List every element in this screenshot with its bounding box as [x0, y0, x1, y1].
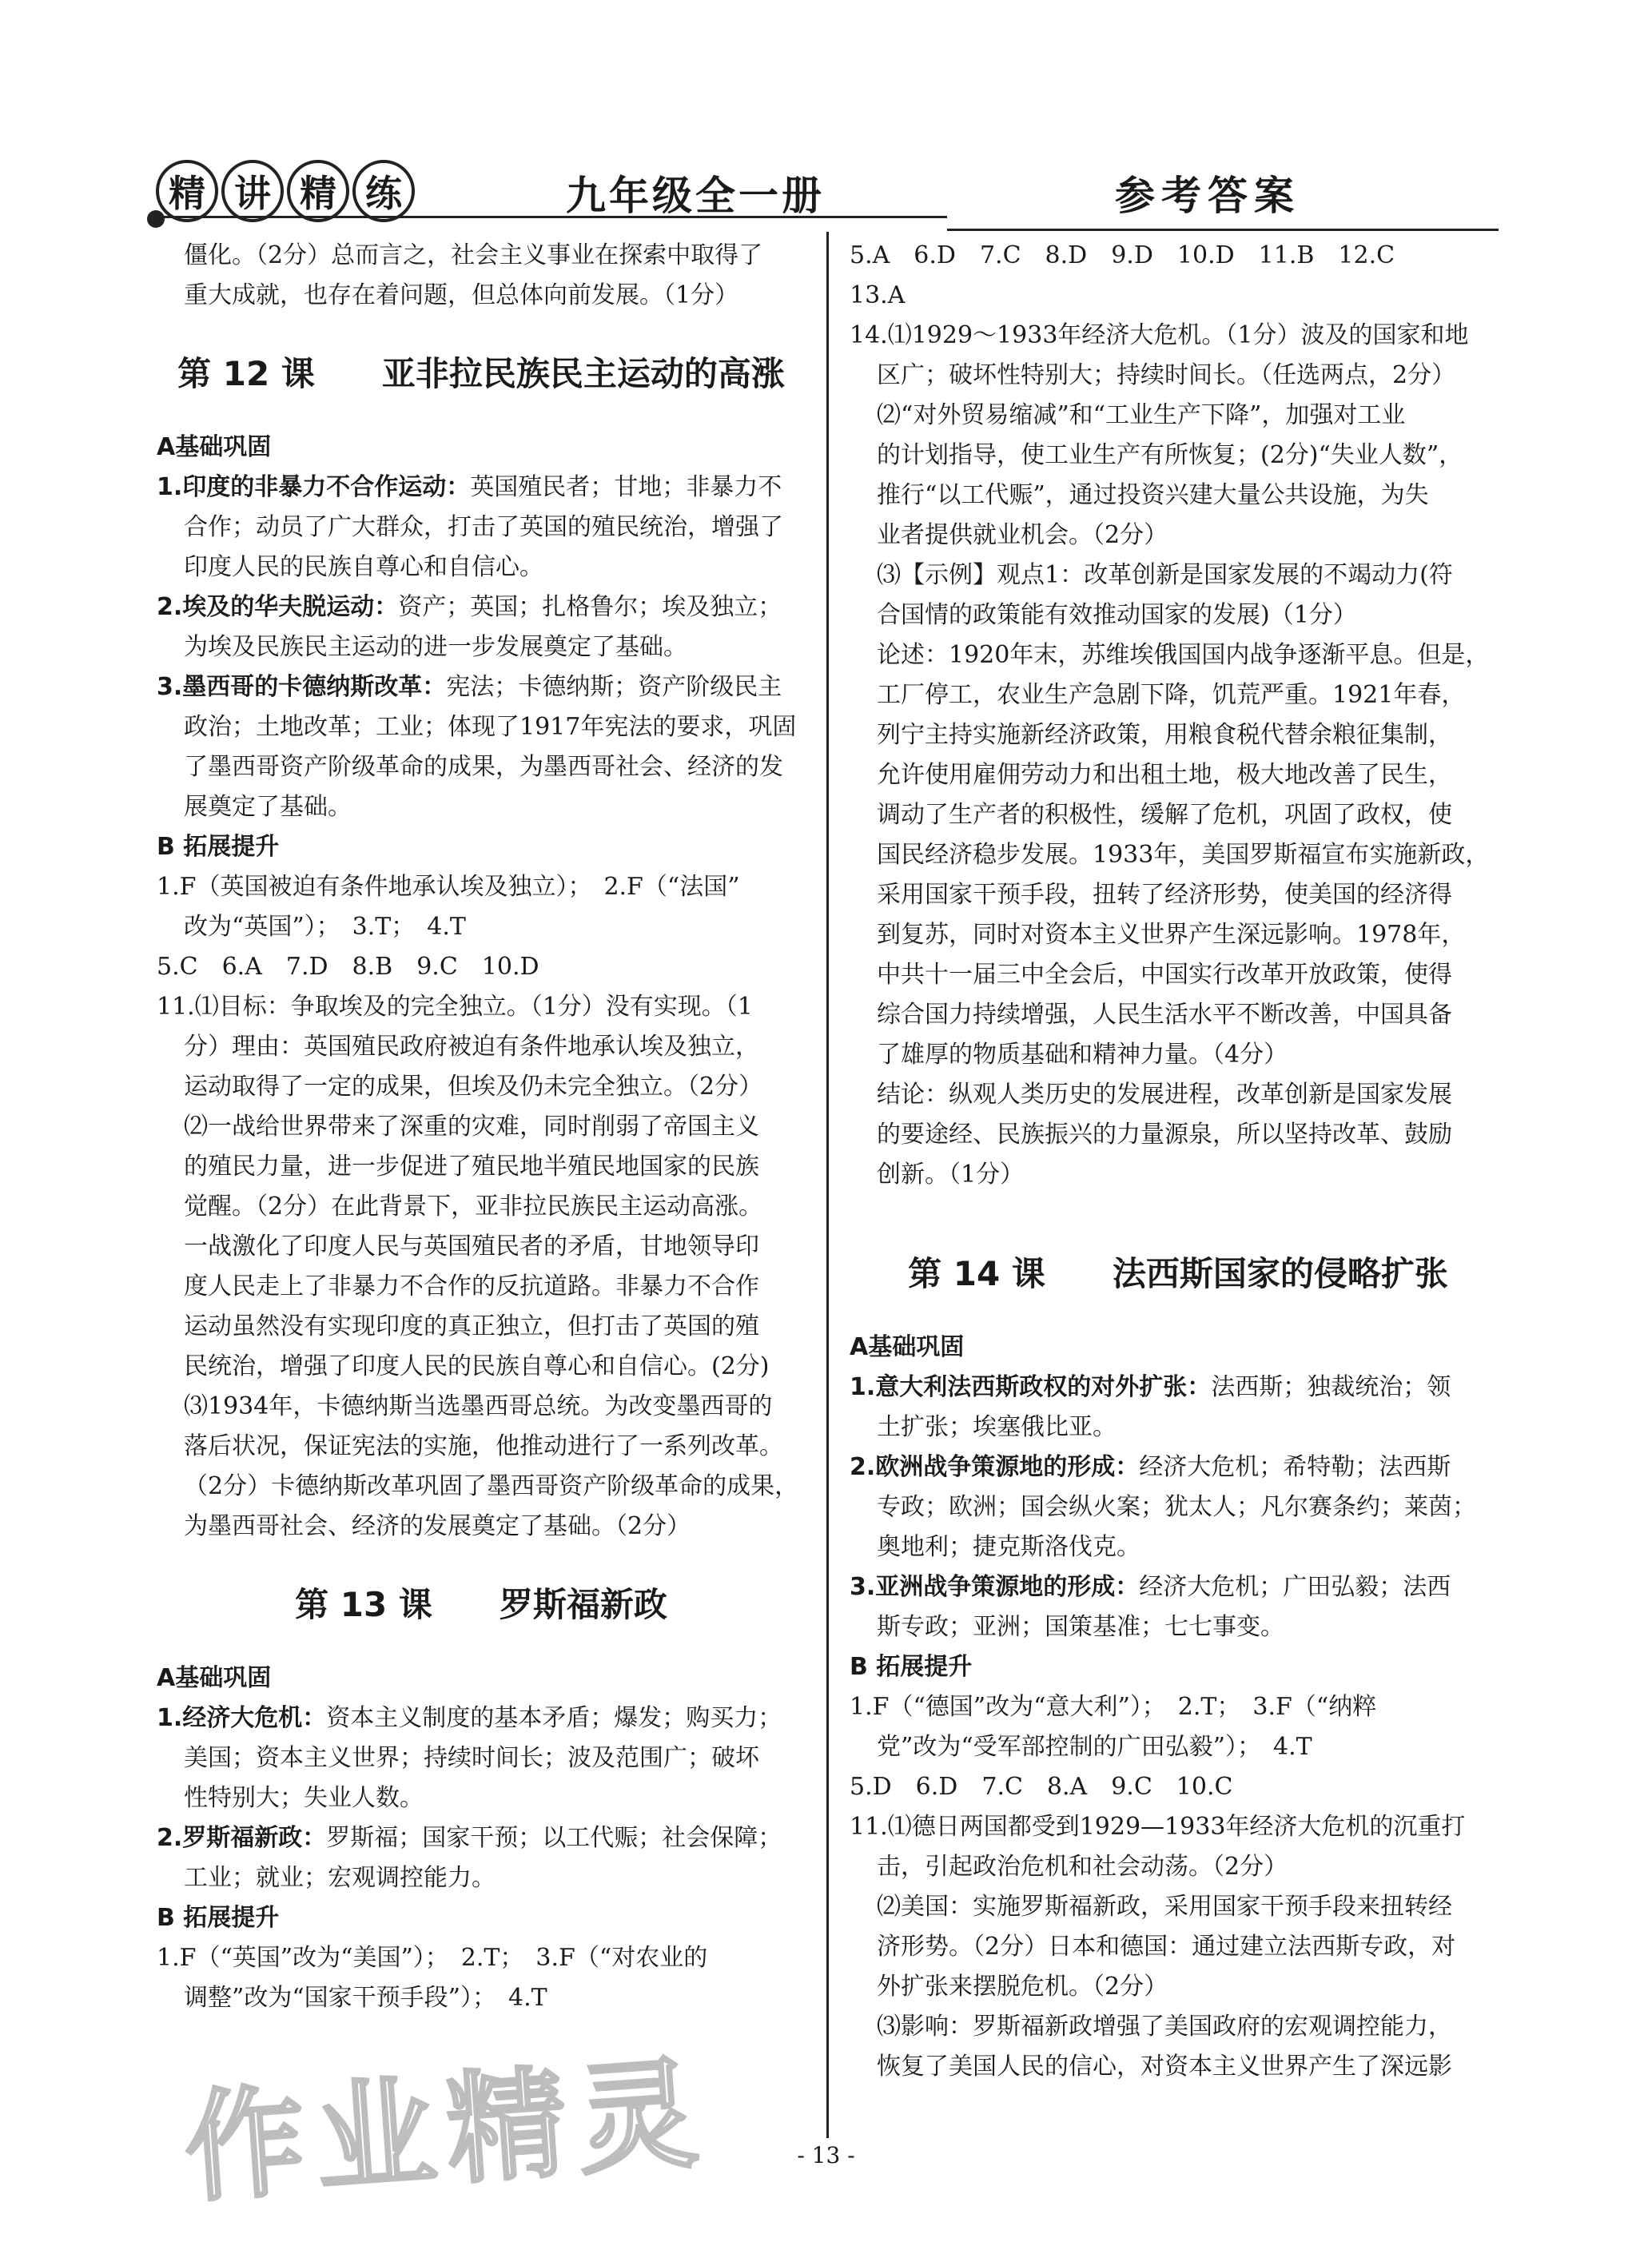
item-lead: 3.亚洲战争策源地的形成：	[850, 1573, 1140, 1601]
text-line: 为墨西哥社会、经济的发展奠定了基础。（2分）	[184, 1512, 691, 1540]
text-line: 1.F（英国被迫有条件地承认埃及独立）； 2.F（“法国”	[157, 873, 740, 901]
answer-item	[850, 1567, 1507, 1607]
text-line: 业者提供就业机会。（2分）	[877, 521, 1168, 549]
watermark: 作业精灵	[180, 2044, 714, 2220]
text-line: 展奠定了基础。	[184, 793, 352, 821]
item-lead: 2.欧洲战争策源地的形成：	[850, 1453, 1140, 1481]
answer-item	[157, 468, 806, 508]
text-line: 允许使用雇佣劳动力和出租土地，极大地改善了民生，	[877, 761, 1452, 789]
text-line: 运动取得了一定的成果，但埃及仍未完全独立。（2分）	[184, 1073, 763, 1101]
item-lead: 2.埃及的华夫脱运动：	[157, 593, 399, 621]
text-line: 论述：1920年末，苏维埃俄国国内战争逐渐平息。但是，	[877, 641, 1490, 669]
text-line: 奥地利；捷克斯洛伐克。	[877, 1533, 1140, 1561]
text-line: 合国情的政策能有效推动国家的发展)（1分）	[877, 601, 1357, 629]
text-line: 工厂停工，农业生产急剧下降，饥荒严重。1921年春，	[877, 681, 1466, 709]
text-line: 1.F（“英国”改为“美国”）； 2.T； 3.F（“对农业的	[157, 1944, 708, 1972]
text-line: 1.F（“德国”改为“意大利”）； 2.T； 3.F（“纳粹	[850, 1693, 1377, 1721]
item-text: 宪法；卡德纳斯；资产阶级民主	[446, 673, 782, 701]
text-line: 专政；欧洲；国会纵火案；犹太人；凡尔赛条约；莱茵；	[877, 1493, 1476, 1521]
text-line: ⑶影响：罗斯福新政增强了美国政府的宏观调控能力，	[877, 2013, 1452, 2041]
text-line: 运动虽然没有实现印度的真正独立，但打击了英国的殖	[184, 1312, 759, 1340]
brand-char: 精	[156, 160, 218, 222]
section-a-heading: A基础巩固	[157, 433, 272, 461]
text-line: 综合国力持续增强，人民生活水平不断改善，中国具备	[877, 1001, 1452, 1029]
text-line: 重大成就，也存在着问题，但总体向前发展。（1分）	[184, 281, 739, 309]
item-lead: 1.印度的非暴力不合作运动：	[157, 473, 471, 501]
text-line: （2分）卡德纳斯改革巩固了墨西哥资产阶级革命的成果，	[184, 1472, 799, 1500]
text-line: ⑵一战给世界带来了深重的灾难，同时削弱了帝国主义	[184, 1113, 759, 1141]
item-text: 英国殖民者；甘地；非暴力不	[470, 473, 782, 501]
text-line: ⑶1934年，卡德纳斯当选墨西哥总统。为改变墨西哥的	[184, 1392, 773, 1420]
text-line: 土扩张；埃塞俄比亚。	[877, 1413, 1117, 1441]
item-lead: 1.意大利法西斯政权的对外扩张：	[850, 1373, 1212, 1401]
answer-item	[157, 1698, 806, 1738]
text-line: 国民经济稳步发展。1933年，美国罗斯福宣布实施新政，	[877, 841, 1490, 869]
text-line: 美国；资本主义世界；持续时间长；波及范围广；破坏	[184, 1744, 759, 1772]
text-line: 列宁主持实施新经济政策，用粮食税代替余粮征集制，	[877, 721, 1452, 749]
text-line: 民统治，增强了印度人民的民族自尊心和自信心。(2分)	[184, 1352, 770, 1380]
text-line: 政治；土地改革；工业；体现了1917年宪法的要求，巩固	[184, 713, 797, 741]
item-lead: 1.经济大危机：	[157, 1704, 327, 1732]
header-rule-right	[947, 229, 1499, 231]
text-line: 11.⑴德日两国都受到1929—1933年经济大危机的沉重打	[850, 1813, 1466, 1841]
text-line: 调动了生产者的积极性，缓解了危机，巩固了政权，使	[877, 801, 1452, 829]
item-text: 法西斯；独裁统治；领	[1211, 1373, 1451, 1401]
text-line: 觉醒。（2分）在此背景下，亚非拉民族民主运动高涨。	[184, 1193, 763, 1221]
answer-item	[850, 1448, 1507, 1487]
text-line: 5.A 6.D 7.C 8.D 9.D 10.D 11.B 12.C	[850, 241, 1395, 269]
text-line: 僵化。（2分）总而言之，社会主义事业在探索中取得了	[184, 241, 763, 269]
header-rule-left	[156, 216, 947, 218]
text-line: 调整”改为“国家干预手段”）； 4.T	[184, 1984, 547, 2012]
section-b-heading: B 拓展提升	[157, 833, 280, 861]
text-line: 推行“以工代赈”，通过投资兴建大量公共设施，为失	[877, 481, 1429, 509]
item-lead: 3.墨西哥的卡德纳斯改革：	[157, 673, 447, 701]
lesson-13-title: 第 13 课 罗斯福新政	[295, 1585, 667, 1624]
text-line: 恢复了美国人民的信心，对资本主义世界产生了深远影	[877, 2053, 1452, 2081]
header-dot	[147, 210, 165, 228]
text-line: ⑶【示例】观点1：改革创新是国家发展的不竭动力(符	[877, 561, 1453, 589]
text-line: 了雄厚的物质基础和精神力量。（4分）	[877, 1041, 1288, 1069]
text-line: 创新。（1分）	[877, 1161, 1025, 1189]
text-line: 分）理由：英国殖民政府被迫有条件地承认埃及独立，	[184, 1033, 759, 1061]
item-lead: 2.罗斯福新政：	[157, 1824, 327, 1852]
text-line: 的要途经、民族振兴的力量源泉，所以坚持改革、鼓励	[877, 1121, 1452, 1149]
item-text: 经济大危机；希特勒；法西斯	[1139, 1453, 1451, 1481]
text-line: 工业；就业；宏观调控能力。	[184, 1864, 496, 1892]
text-line: 结论：纵观人类历史的发展进程，改革创新是国家发展	[877, 1081, 1452, 1109]
section-a-heading: A基础巩固	[850, 1333, 965, 1361]
answer-item	[157, 1818, 806, 1858]
text-line: 5.D 6.D 7.C 8.A 9.C 10.C	[850, 1773, 1233, 1801]
brand-char: 精	[287, 160, 349, 222]
right-column	[850, 236, 1507, 2087]
lesson-12-title: 第 12 课 亚非拉民族民主运动的高涨	[177, 354, 785, 393]
column-divider	[826, 232, 829, 2138]
text-line: 一战激化了印度人民与英国殖民者的矛盾，甘地领导印	[184, 1233, 759, 1260]
text-line: 到复苏，同时对资本主义世界产生深远影响。1978年，	[877, 921, 1466, 949]
text-line: 的殖民力量，进一步促进了殖民地半殖民地国家的民族	[184, 1153, 759, 1181]
text-line: 为埃及民族民主运动的进一步发展奠定了基础。	[184, 633, 687, 661]
page-number: - 13 -	[797, 2142, 855, 2168]
text-line: ⑵美国：实施罗斯福新政，采用国家干预手段来扭转经	[877, 1893, 1452, 1921]
item-text: 资产；英国；扎格鲁尔；埃及独立；	[398, 593, 782, 621]
answer-item	[157, 667, 806, 707]
text-line: 了墨西哥资产阶级革命的成果，为墨西哥社会、经济的发	[184, 753, 783, 781]
item-text: 资本主义制度的基本矛盾；爆发；购买力；	[326, 1704, 782, 1732]
text-line: 的计划指导，使工业生产有所恢复；(2分)“失业人数”，	[877, 441, 1463, 469]
text-line: 合作；动员了广大群众，打击了英国的殖民统治，增强了	[184, 513, 783, 541]
section-b-heading: B 拓展提升	[850, 1653, 973, 1681]
text-line: 济形势。（2分）日本和德国：通过建立法西斯专政，对	[877, 1933, 1456, 1961]
text-line: 度人民走上了非暴力不合作的反抗道路。非暴力不合作	[184, 1272, 759, 1300]
answer-item	[157, 587, 806, 627]
answer-item	[850, 1368, 1507, 1408]
text-line: 区广；破坏性特别大；持续时间长。（任选两点，2分）	[877, 361, 1456, 389]
brand-char: 练	[352, 160, 415, 222]
text-line: 外扩张来摆脱危机。（2分）	[877, 1973, 1168, 2001]
item-text: 罗斯福；国家干预；以工代赈；社会保障；	[326, 1824, 782, 1852]
section-b-heading: B 拓展提升	[157, 1904, 280, 1932]
left-column	[157, 236, 806, 2018]
item-text: 经济大危机；广田弘毅；法西	[1139, 1573, 1451, 1601]
text-line: ⑵“对外贸易缩减”和“工业生产下降”，加强对工业	[877, 401, 1406, 429]
brand-logo	[156, 160, 415, 222]
text-line: 性特别大；失业人数。	[184, 1784, 424, 1812]
text-line: 中共十一届三中全会后，中国实行改革开放政策，使得	[877, 961, 1452, 989]
text-line: 5.C 6.A 7.D 8.B 9.C 10.D	[157, 953, 539, 981]
text-line: 斯专政；亚洲；国策基准；七七事变。	[877, 1613, 1284, 1641]
book-title: 九年级全一册	[566, 172, 825, 219]
text-line: 党”改为“受军部控制的广田弘毅”）； 4.T	[877, 1733, 1312, 1761]
text-line: 采用国家干预手段，扭转了经济形势，使美国的经济得	[877, 881, 1452, 909]
answer-key-label: 参考答案	[1115, 172, 1300, 219]
text-line: 击，引起政治危机和社会动荡。（2分）	[877, 1853, 1288, 1881]
text-line: 14.⑴1929～1933年经济大危机。（1分）波及的国家和地	[850, 321, 1469, 349]
text-line: 改为“英国”）； 3.T； 4.T	[184, 913, 466, 941]
section-a-heading: A基础巩固	[157, 1664, 272, 1692]
text-line: 11.⑴目标：争取埃及的完全独立。（1分）没有实现。（1	[157, 993, 753, 1021]
text-line: 13.A	[850, 281, 906, 309]
lesson-14-title: 第 14 课 法西斯国家的侵略扩张	[908, 1254, 1448, 1293]
text-line: 印度人民的民族自尊心和自信心。	[184, 553, 543, 581]
text-line: 落后状况，保证宪法的实施，他推动进行了一系列改革。	[184, 1432, 783, 1460]
brand-char: 讲	[221, 160, 284, 222]
